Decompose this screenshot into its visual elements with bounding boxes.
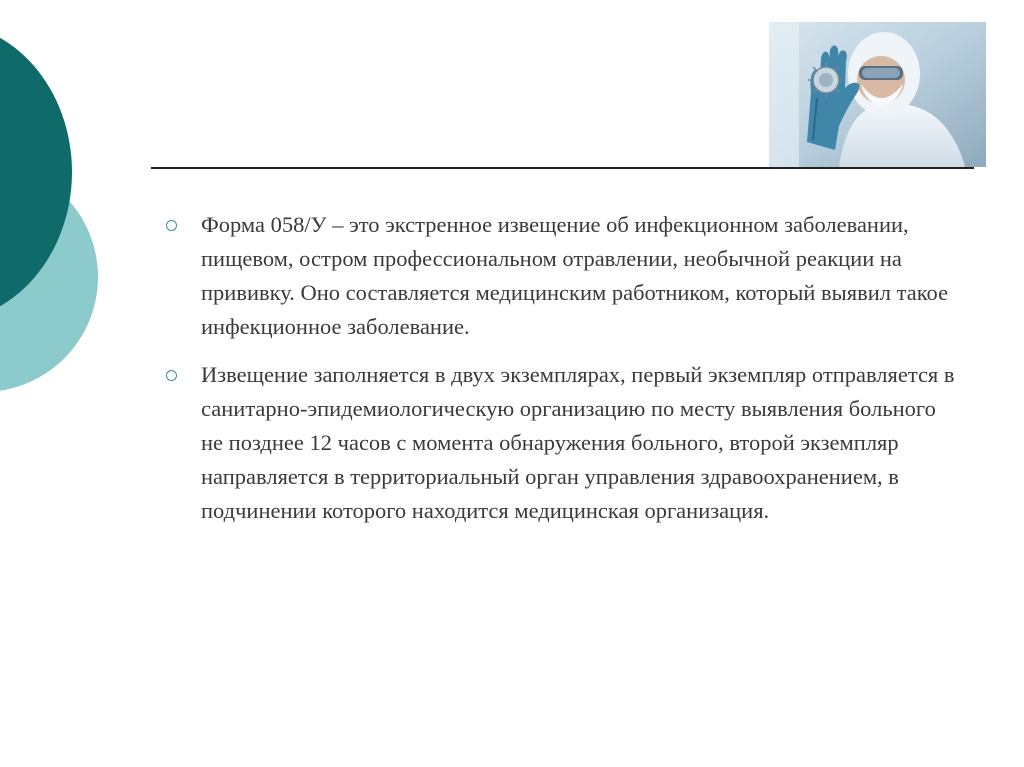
content-list xyxy=(162,208,962,542)
bullet-item xyxy=(162,208,962,344)
circle-bullet-icon xyxy=(166,370,177,381)
bullet-item xyxy=(162,358,962,528)
hazmat-worker-photo xyxy=(769,22,986,167)
bullet-text: Извещение заполняется в двух экземплярах, первый экземпляр отправляется в санитарно-эпидемиологическую организацию по месту выявления больного не позднее 12 часов с момента обнаружения больного, второй экземпляр направляется в территориальный орган управления здравоохранением, в подчинении которого находится медицинская организация. xyxy=(201,362,955,523)
bullet-text: Форма 058/У – это экстренное извещение об инфекционном заболевании, пищевом, остром профессиональном отравлении, необычной реакции на прививку. Оно составляется медицинским работником, который выявил такое инфекционное заболевание. xyxy=(201,212,949,339)
circle-bullet-icon xyxy=(166,220,177,231)
title-divider xyxy=(151,167,974,169)
